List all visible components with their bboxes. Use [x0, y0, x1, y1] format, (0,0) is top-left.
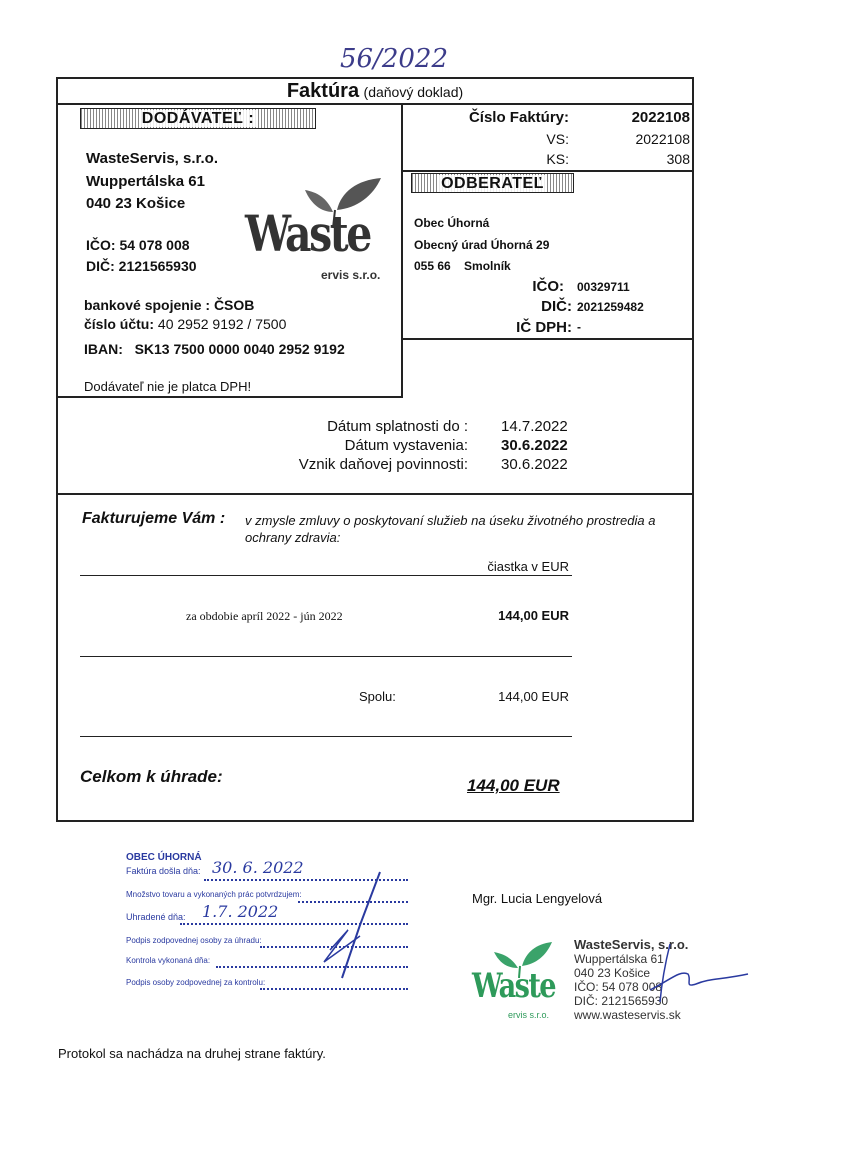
supplier-vat-note: Dodávateľ nie je platca DPH! [84, 379, 252, 394]
customer-ico: IČO: [532, 278, 564, 295]
stamp-org: OBEC ÚHORNÁ [126, 852, 202, 863]
customer-office: Obecný úrad Úhorná 29 [414, 238, 550, 252]
handwritten-invoice-number: 56/2022 [340, 44, 449, 74]
waste-servis-logo: Waste ervis s.r.o. [245, 170, 385, 285]
items-intro-label: Fakturujeme Vám : [82, 510, 226, 527]
supplier-dic: DIČ: 2121565930 [86, 258, 197, 274]
supplier-bank: bankové spojenie : ČSOB [84, 297, 255, 313]
issue-date: 30.6.2022 [501, 437, 568, 454]
company-stamp-text: WasteServis, s.r.o. Wuppertálska 61 040 23 Košice IČO: 54 078 008 DIČ: 2121565930 www.wasteservis.sk [574, 937, 689, 1022]
tax-date: 30.6.2022 [501, 456, 568, 473]
handwritten-signature-icon [640, 940, 750, 1010]
supplier-account: číslo účtu: 40 2952 9192 / 7500 [84, 316, 287, 332]
customer-name: Obec Úhorná [414, 216, 490, 230]
stamp-received-value: 30. 6. 2022 [212, 858, 304, 877]
sum-label: Spolu: [359, 689, 396, 704]
line-item-description: za obdobie apríl 2022 - jún 2022 [186, 609, 343, 623]
customer-address: 055 66 Smolník [414, 259, 511, 273]
approval-stamp [124, 852, 414, 997]
due-date-label: Dátum splatnosti do : [327, 418, 468, 435]
ks-label: KS: [546, 151, 569, 167]
signatory-name: Mgr. Lucia Lengyelová [472, 891, 603, 906]
customer-dic: DIČ: [541, 298, 572, 315]
issue-date-label: Dátum vystavenia: [344, 437, 468, 454]
line-item-amount: 144,00 EUR [498, 608, 569, 623]
ks-value: 308 [666, 151, 690, 167]
stamp-paid-label: Uhradené dňa: [126, 912, 186, 922]
customer-dic-value: 2021259482 [577, 300, 644, 314]
invoice-number: 2022108 [631, 109, 690, 126]
supplier-iban: IBAN: SK13 7500 0000 0040 2952 9192 [84, 341, 345, 357]
total-amount: 144,00 EUR [467, 776, 560, 795]
items-intro-text-2: ochrany zdravia: [245, 530, 341, 545]
supplier-city: 040 23 Košice [86, 195, 186, 212]
due-date: 14.7.2022 [501, 418, 568, 435]
stamp-confirm-label: Množstvo tovaru a vykonaných prác potvrdzujem: [126, 890, 302, 899]
supplier-name: WasteServis, s.r.o. [86, 150, 219, 167]
supplier-street: Wuppertálska 61 [86, 173, 205, 190]
tax-date-label: Vznik daňovej povinnosti: [298, 456, 468, 473]
sum-amount: 144,00 EUR [498, 689, 569, 704]
supplier-ico: IČO: 54 078 008 [86, 237, 190, 253]
stamp-sig-check-label: Podpis osoby zodpovednej za kontrolu: [126, 978, 266, 987]
signature-scribble-icon [290, 870, 410, 980]
customer-icdph-value: - [577, 320, 581, 334]
supplier-section-label: DODÁVATEĽ : [80, 108, 316, 129]
stamp-paid-value: 1.7. 2022 [202, 902, 279, 921]
items-intro-text-1: v zmysle zmluvy o poskytovaní služieb na úseku životného prostredia a [245, 513, 656, 528]
amount-column-header: čiastka v EUR [487, 559, 569, 574]
customer-ico-value: 00329711 [577, 280, 630, 294]
invoice-number-label: Číslo Faktúry: [468, 109, 569, 126]
invoice-title: Faktúra (daňový doklad) [286, 80, 464, 102]
footer-note: Protokol sa nachádza na druhej strane faktúry. [58, 1046, 326, 1061]
total-label: Celkom k úhrade: [80, 767, 223, 786]
customer-icdph: IČ DPH: [516, 319, 572, 336]
customer-section-label: ODBERATEĽ [411, 173, 574, 193]
stamp-check-label: Kontrola vykonaná dňa: [126, 956, 211, 965]
vs-value: 2022108 [635, 131, 690, 147]
vs-label: VS: [546, 131, 569, 147]
stamp-sig-resp-label: Podpis zodpovednej osoby za úhradu: [126, 936, 262, 945]
green-company-logo: Waste ervis s.r.o. [472, 938, 562, 1028]
stamp-received-label: Faktúra došla dňa: [126, 866, 201, 876]
